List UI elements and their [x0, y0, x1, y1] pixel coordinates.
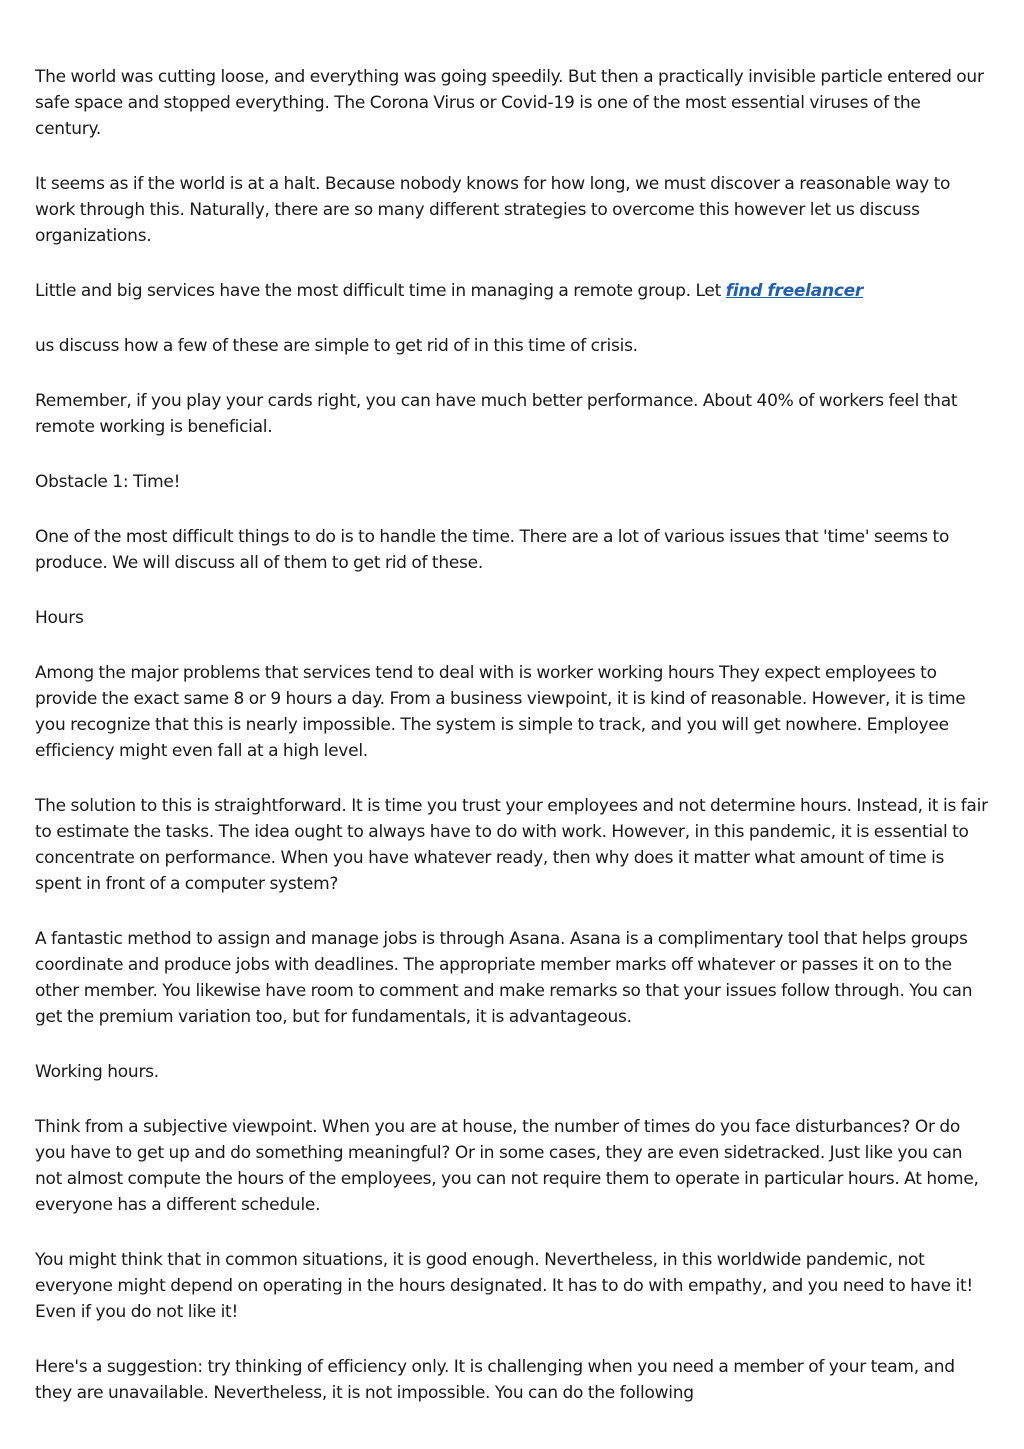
heading-obstacle-1: Obstacle 1: Time!: [35, 472, 181, 492]
paragraph-remote-group: [35, 278, 991, 304]
paragraph-halt: It seems as if the world is at a halt. Because nobody knows for how long, we must discover a reasonable way to work through this. Naturally, there are so many different strategies to overcome this however let us discuss organizations.: [35, 174, 951, 246]
paragraph-working-hours-problem: Among the major problems that services tend to deal with is worker working hours They expect employees to provide the exact same 8 or 9 hours a day. From a business viewpoint, it is kind of reasonable. However, it is time you recognize that this is nearly impossible. The system is simple to track, and you will get nowhere. Employee efficiency might even fall at a high level.: [35, 663, 966, 761]
paragraph-subjective-viewpoint: Think from a subjective viewpoint. When you are at house, the number of times do you face disturbances? Or do you have to get up and do something meaningful? Or in some cases, they are even sidetracked. Just like you can not almost compute the hours of the employees, you can not require them to operate in particular hours. At home, everyone has a different schedule.: [35, 1117, 979, 1215]
paragraph-discuss: us discuss how a few of these are simple to get rid of in this time of crisis.: [35, 336, 638, 356]
heading-working-hours: Working hours.: [35, 1062, 159, 1082]
paragraph-solution: The solution to this is straightforward. It is time you trust your employees and not determine hours. Instead, it is fair to estimate the tasks. The idea ought to always have to do with work. However, in this pandemic, it is essential to concentrate on performance. When you have whatever ready, then why does it matter what amount of time is spent in front of a computer system?: [35, 796, 988, 894]
paragraph-performance: Remember, if you play your cards right, you can have much better performance. About 40% of workers feel that remote working is beneficial.: [35, 391, 958, 437]
paragraph-asana: A fantastic method to assign and manage jobs is through Asana. Asana is a complimentary tool that helps groups coordinate and produce jobs with deadlines. The appropriate member marks off whatever or passes it on to the other member. You likewise have room to comment and make remarks so that your issues follow through. You can get the premium variation too, but for fundamentals, it is advantageous.: [35, 929, 973, 1027]
document-body: [35, 64, 991, 1435]
find-freelancer-link[interactable]: find freelancer: [725, 281, 864, 301]
paragraph-intro: The world was cutting loose, and everything was going speedily. But then a practically invisible particle entered our safe space and stopped everything. The Corona Virus or Covid-19 is one of the most essential viruses of the century.: [35, 67, 984, 139]
paragraph-remote-group-text: Little and big services have the most difficult time in managing a remote group. Let: [35, 281, 726, 301]
paragraph-handle-time: One of the most difficult things to do is to handle the time. There are a lot of various issues that 'time' seems to produce. We will discuss all of them to get rid of these.: [35, 527, 950, 573]
paragraph-suggestion: Here's a suggestion: try thinking of efficiency only. It is challenging when you need a member of your team, and they are unavailable. Nevertheless, it is not impossible. You can do the following: [35, 1357, 955, 1403]
heading-hours: Hours: [35, 608, 84, 628]
paragraph-empathy: You might think that in common situations, it is good enough. Nevertheless, in this worldwide pandemic, not everyone might depend on operating in the hours designated. It has to do with empathy, and you need to have it! Even if you do not like it!: [35, 1250, 973, 1322]
